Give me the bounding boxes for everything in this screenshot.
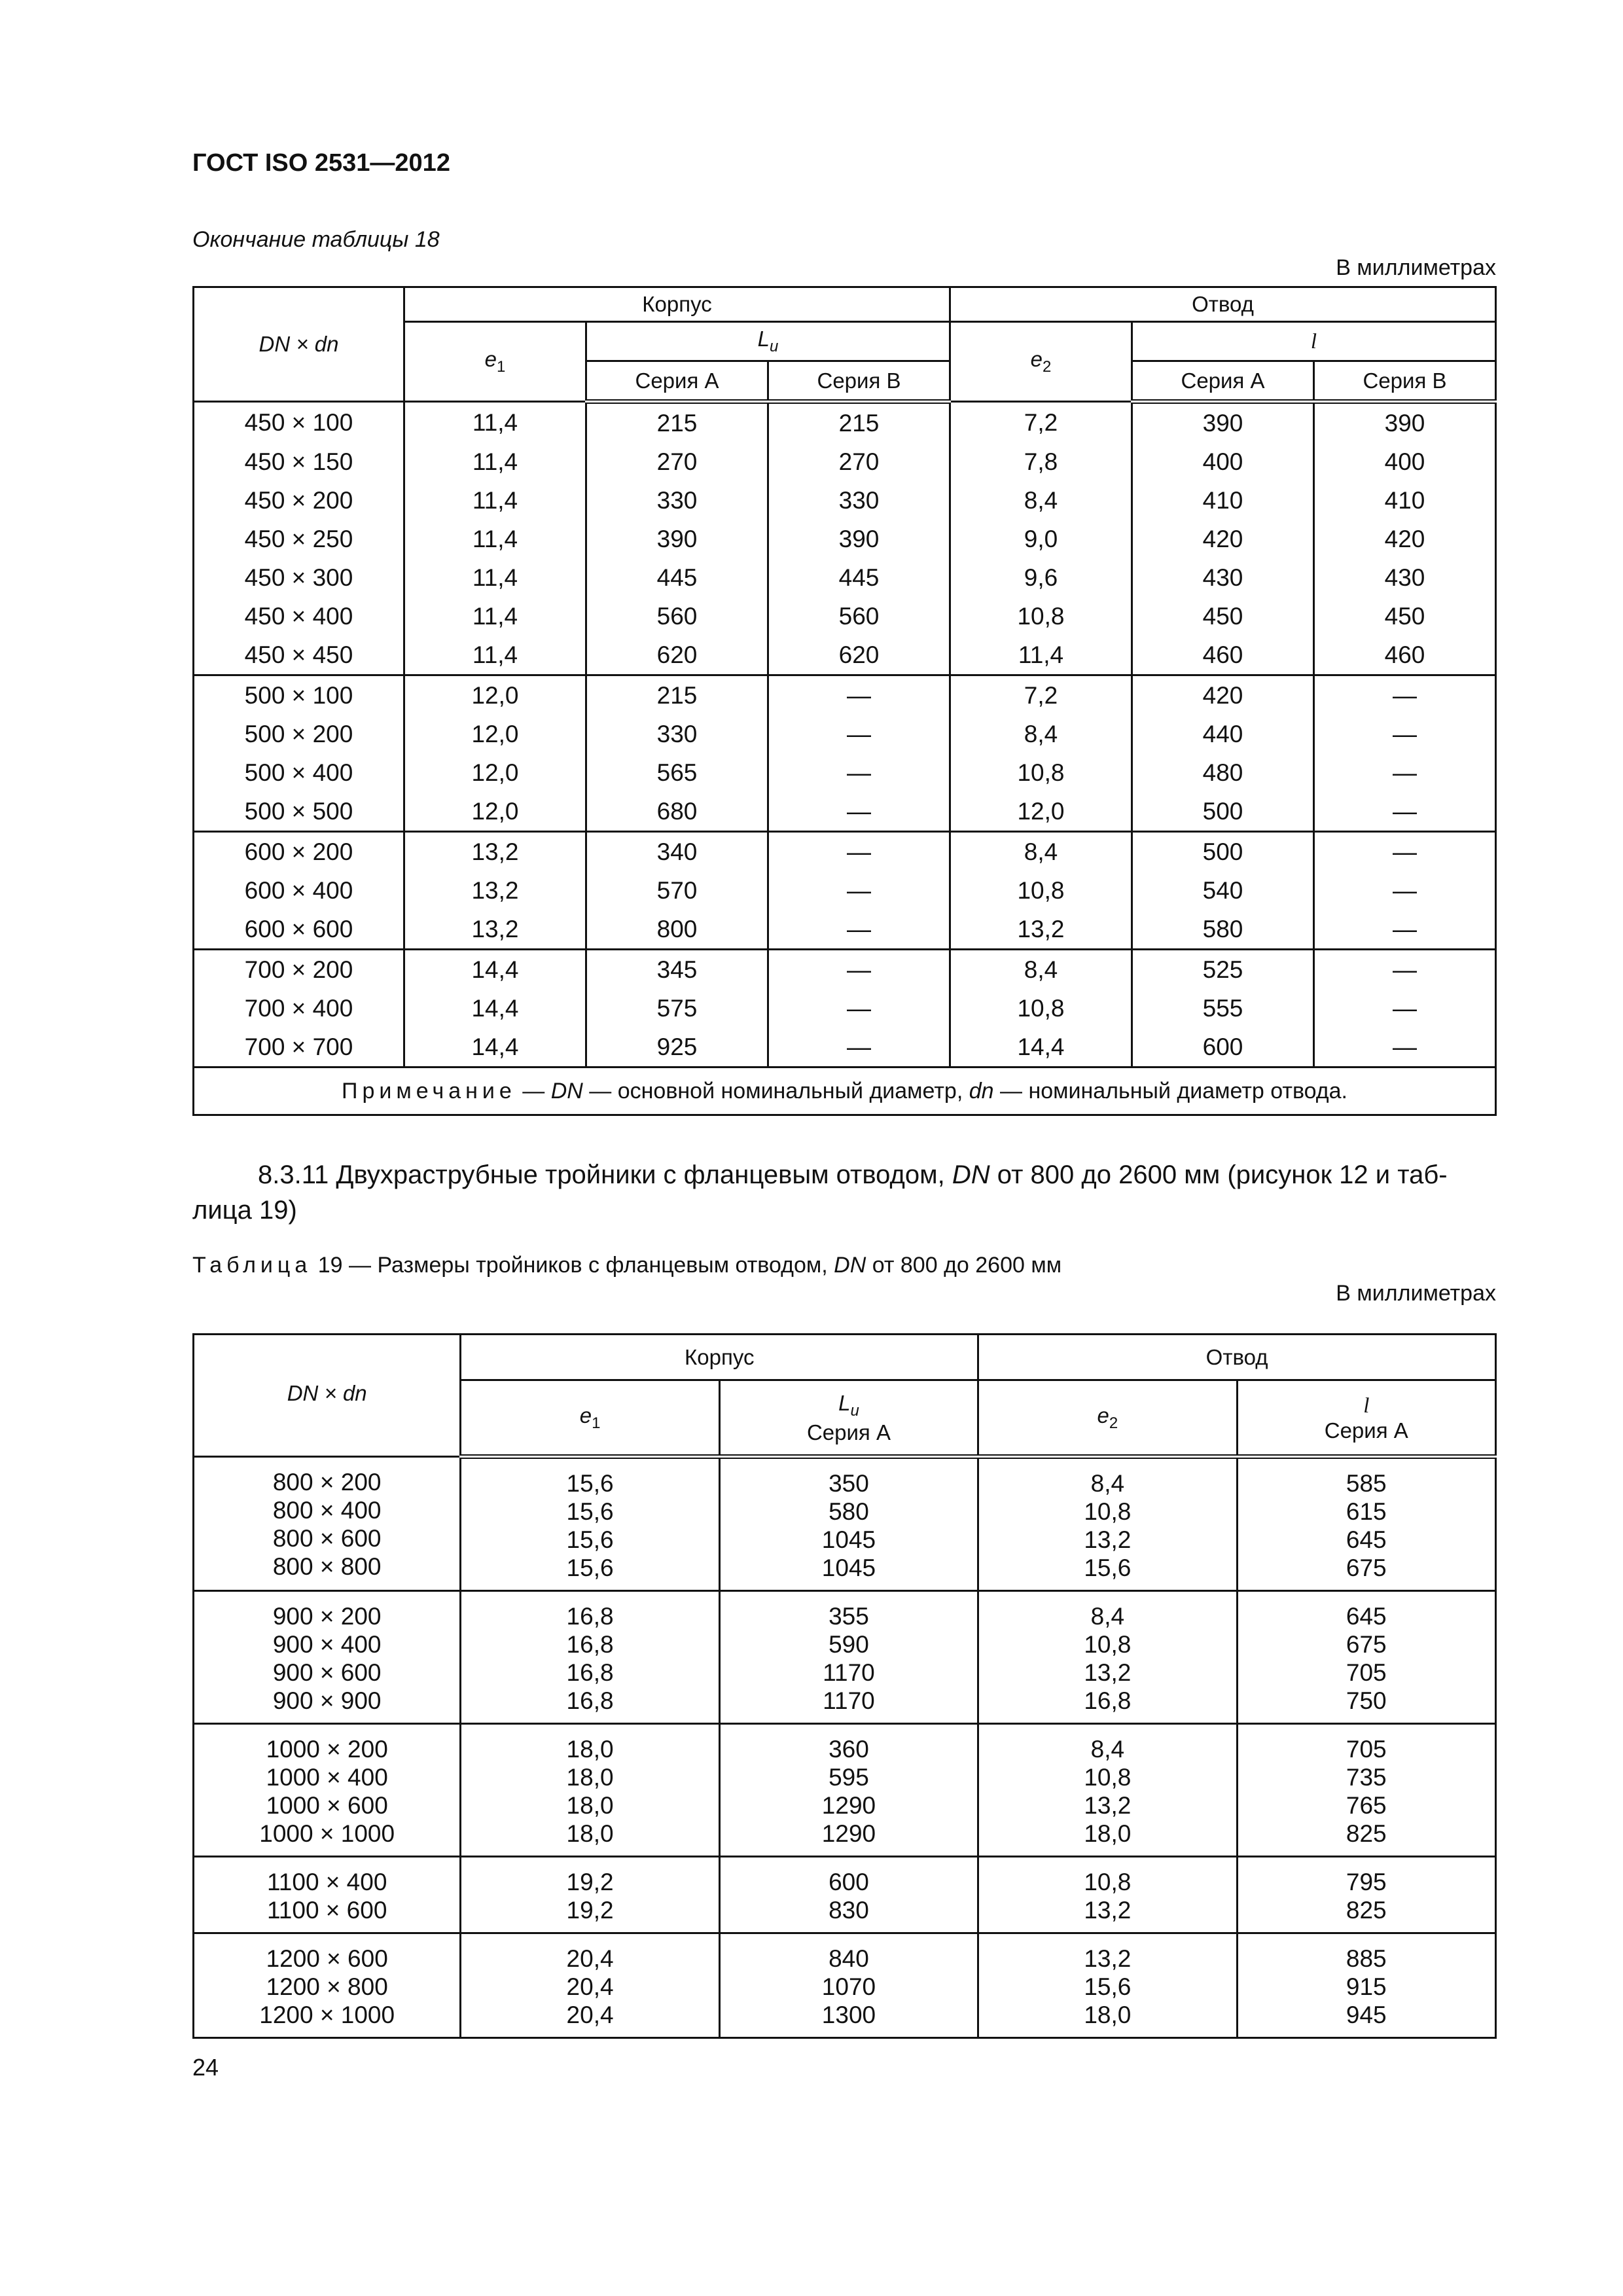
table-cell: 7,2 — [950, 402, 1132, 443]
table-cell: 10,8 — [950, 597, 1132, 636]
table-cell: 450 × 450 — [194, 636, 404, 675]
table-cell: 13,2 — [404, 871, 586, 910]
table-cell: 11,4 — [404, 597, 586, 636]
table-cell: 14,4 — [404, 950, 586, 990]
table-cell: 700 × 200 — [194, 950, 404, 990]
cell-line: 10,8 — [1084, 1631, 1132, 1658]
table-cell: 570 — [586, 871, 768, 910]
table-cell — [461, 1857, 719, 1933]
table-cell — [1237, 1857, 1495, 1933]
table-cell: 400 — [1132, 442, 1314, 481]
cell-line: 18,0 — [566, 1764, 614, 1791]
cell-line: 18,0 — [566, 1736, 614, 1763]
table-cell: 12,0 — [404, 792, 586, 832]
table-cell: — — [1314, 1028, 1496, 1067]
table-row — [194, 871, 1496, 910]
table-cell: 450 × 100 — [194, 402, 404, 443]
table-cell: 270 — [586, 442, 768, 481]
table-cell — [978, 1457, 1237, 1591]
cell-line: 840 — [829, 1945, 869, 1972]
table-cell — [194, 1724, 461, 1857]
cell-line: 10,8 — [1084, 1764, 1132, 1791]
table-cell — [1237, 1724, 1495, 1857]
table-cell: 330 — [768, 481, 950, 520]
table-cell: 450 — [1132, 597, 1314, 636]
cell-line: 20,4 — [566, 1945, 614, 1972]
cell-line: 1170 — [823, 1687, 875, 1714]
cell-line: 355 — [829, 1603, 869, 1630]
table-cell — [461, 1933, 719, 2038]
table-cell: 420 — [1132, 520, 1314, 558]
table-row — [194, 597, 1496, 636]
table-cell — [719, 1857, 978, 1933]
table-cell: 12,0 — [404, 675, 586, 715]
table-cell: 7,8 — [950, 442, 1132, 481]
table-cell: 11,4 — [404, 402, 586, 443]
cell-line: 8,4 — [1090, 1736, 1125, 1763]
table-cell: 560 — [586, 597, 768, 636]
table-cell: 215 — [586, 402, 768, 443]
cell-line: 8,4 — [1090, 1603, 1125, 1630]
table-cell: 400 — [1314, 442, 1496, 481]
cell-line: 830 — [829, 1897, 869, 1924]
cell-line: 1300 — [821, 2001, 876, 2028]
table-cell: — — [768, 871, 950, 910]
cell-line: 13,2 — [1084, 1792, 1132, 1819]
table-cell — [978, 1857, 1237, 1933]
table-cell: — — [1314, 675, 1496, 715]
table-cell: 600 — [1132, 1028, 1314, 1067]
table-cell: 11,4 — [404, 442, 586, 481]
cell-line: 15,6 — [566, 1526, 614, 1553]
cell-line: 900 × 400 — [272, 1631, 382, 1658]
col-l-series-b: Серия B — [1314, 361, 1496, 402]
cell-line: 15,6 — [1084, 1973, 1132, 2000]
table-cell: 11,4 — [404, 481, 586, 520]
table-cell: 525 — [1132, 950, 1314, 990]
table-cell: 14,4 — [950, 1028, 1132, 1067]
table-cell: 390 — [1132, 402, 1314, 443]
cell-line: 1290 — [821, 1820, 876, 1847]
table-cell: 450 × 250 — [194, 520, 404, 558]
cell-line: 13,2 — [1084, 1659, 1132, 1686]
table-cell: 11,4 — [404, 520, 586, 558]
table-row-group — [194, 1857, 1496, 1933]
cell-line: 16,8 — [566, 1659, 614, 1686]
cell-line: 1045 — [821, 1526, 876, 1553]
table-cell: 345 — [586, 950, 768, 990]
table-row — [194, 442, 1496, 481]
table-cell — [1237, 1933, 1495, 2038]
table-row-group — [194, 1591, 1496, 1724]
t19-col-lu-header: $L_u$ Серия A — [719, 1380, 978, 1457]
table-cell: 13,2 — [404, 832, 586, 872]
table-cell: 12,0 — [950, 792, 1132, 832]
table-cell: — — [768, 832, 950, 872]
cell-line: 800 × 200 — [272, 1469, 382, 1496]
cell-line: 13,2 — [1084, 1897, 1132, 1924]
cell-line: 1200 × 1000 — [259, 2001, 395, 2028]
cell-line: 1290 — [821, 1792, 876, 1819]
table-cell: 500 × 200 — [194, 715, 404, 753]
table-cell: 575 — [586, 989, 768, 1028]
cell-line: 1070 — [821, 1973, 876, 2000]
table-cell: 500 — [1132, 792, 1314, 832]
cell-line: 360 — [829, 1736, 869, 1763]
table-cell: 445 — [586, 558, 768, 597]
table-row — [194, 481, 1496, 520]
cell-line: 580 — [829, 1498, 869, 1525]
table-cell: 330 — [586, 481, 768, 520]
table-cell: 215 — [586, 675, 768, 715]
table-cell: 800 — [586, 910, 768, 950]
table-cell — [719, 1457, 978, 1591]
cell-line: 18,0 — [1084, 2001, 1132, 2028]
table-cell: — — [768, 792, 950, 832]
cell-line: 1000 × 600 — [266, 1792, 388, 1819]
cell-line: 645 — [1346, 1603, 1387, 1630]
table-cell: 480 — [1132, 753, 1314, 792]
table-cell: 8,4 — [950, 832, 1132, 872]
cell-line: 18,0 — [566, 1820, 614, 1847]
cell-line: 900 × 600 — [272, 1659, 382, 1686]
table-cell: — — [1314, 910, 1496, 950]
table-cell: 9,0 — [950, 520, 1132, 558]
table-cell: 565 — [586, 753, 768, 792]
cell-line: 15,6 — [566, 1554, 614, 1581]
table-row — [194, 910, 1496, 950]
table-cell — [978, 1724, 1237, 1857]
table-19 — [192, 1333, 1497, 2039]
table-cell: 560 — [768, 597, 950, 636]
table-cell: 460 — [1314, 636, 1496, 675]
cell-line: 825 — [1346, 1897, 1387, 1924]
cell-line: 705 — [1346, 1659, 1387, 1686]
table-cell: 700 × 700 — [194, 1028, 404, 1067]
cell-line: 1100 × 600 — [266, 1897, 387, 1924]
table-cell: 13,2 — [950, 910, 1132, 950]
cell-line: 16,8 — [566, 1603, 614, 1630]
col-lu-header: $L_u$ — [586, 322, 950, 361]
table19-units: В миллиметрах — [1336, 1281, 1496, 1306]
group-body-header: Корпус — [404, 287, 950, 322]
table-cell: 7,2 — [950, 675, 1132, 715]
col-lu-series-a: Серия A — [586, 361, 768, 402]
table-cell: 500 — [1132, 832, 1314, 872]
table-cell: 600 × 600 — [194, 910, 404, 950]
table-cell: 410 — [1314, 481, 1496, 520]
table-cell: 450 × 400 — [194, 597, 404, 636]
table-cell: 600 × 400 — [194, 871, 404, 910]
table-cell: 445 — [768, 558, 950, 597]
table-cell: — — [1314, 950, 1496, 990]
table-cell: 460 — [1132, 636, 1314, 675]
cell-line: 800 × 400 — [272, 1497, 382, 1524]
table-cell: — — [768, 989, 950, 1028]
table-cell: 440 — [1132, 715, 1314, 753]
table-cell — [719, 1724, 978, 1857]
table-cell — [194, 1457, 461, 1591]
table-cell: — — [768, 1028, 950, 1067]
table-cell — [978, 1933, 1237, 2038]
table-row-group — [194, 1724, 1496, 1857]
t19-group-body-header: Корпус — [461, 1335, 978, 1380]
page-number: 24 — [192, 2054, 219, 2081]
cell-line: 13,2 — [1084, 1945, 1132, 1972]
cell-line: 1045 — [821, 1554, 876, 1581]
table18-caption: Окончание таблицы 18 — [192, 227, 440, 252]
table19-caption: Таблица 19 — Размеры тройников с фланцевым отводом, DN от 800 до 2600 мм — [192, 1253, 1062, 1278]
col-l-header: l — [1132, 322, 1496, 361]
table-cell: 580 — [1132, 910, 1314, 950]
cell-line: 735 — [1346, 1764, 1387, 1791]
t19-col-e2-header: $e_2$ — [978, 1380, 1237, 1457]
cell-line: 825 — [1346, 1820, 1387, 1847]
cell-line: 615 — [1346, 1498, 1387, 1525]
table-cell: 700 × 400 — [194, 989, 404, 1028]
table-cell: 430 — [1132, 558, 1314, 597]
cell-line: 675 — [1346, 1554, 1387, 1581]
col-dn-header: DN × dn — [194, 287, 404, 402]
cell-line: 595 — [829, 1764, 869, 1791]
table-cell: 450 × 300 — [194, 558, 404, 597]
cell-line: 1200 × 600 — [266, 1945, 388, 1972]
table-row-group — [194, 1457, 1496, 1591]
t19-col-dn-header: DN × dn — [194, 1335, 461, 1457]
table-cell: 390 — [768, 520, 950, 558]
cell-line: 800 × 600 — [272, 1525, 382, 1552]
col-e2-header: $e_2$ — [950, 322, 1132, 402]
col-l-series-a: Серия A — [1132, 361, 1314, 402]
cell-line: 20,4 — [566, 1973, 614, 2000]
table-cell: 8,4 — [950, 950, 1132, 990]
table-cell: 8,4 — [950, 481, 1132, 520]
table-row — [194, 1028, 1496, 1067]
table-cell: 11,4 — [404, 636, 586, 675]
table-cell: 270 — [768, 442, 950, 481]
table-cell: — — [1314, 715, 1496, 753]
cell-line: 705 — [1346, 1736, 1387, 1763]
table-cell — [461, 1724, 719, 1857]
table-cell: 500 × 100 — [194, 675, 404, 715]
cell-line: 645 — [1346, 1526, 1387, 1553]
table-cell: 925 — [586, 1028, 768, 1067]
table-cell — [719, 1933, 978, 2038]
cell-line: 675 — [1346, 1631, 1387, 1658]
table-cell: 390 — [586, 520, 768, 558]
table-row — [194, 989, 1496, 1028]
cell-line: 1100 × 400 — [266, 1869, 387, 1895]
table-row — [194, 832, 1496, 872]
table-cell: 11,4 — [404, 558, 586, 597]
table-cell: 420 — [1314, 520, 1496, 558]
cell-line: 915 — [1346, 1973, 1387, 2000]
table-cell: — — [1314, 753, 1496, 792]
table-cell: — — [1314, 832, 1496, 872]
table-cell: 410 — [1132, 481, 1314, 520]
table-cell: 390 — [1314, 402, 1496, 443]
table-cell: 215 — [768, 402, 950, 443]
table-cell: — — [768, 753, 950, 792]
table-cell: 430 — [1314, 558, 1496, 597]
cell-line: 1000 × 1000 — [259, 1820, 395, 1847]
table-18 — [192, 286, 1497, 1116]
table-cell: 10,8 — [950, 989, 1132, 1028]
table-cell — [461, 1591, 719, 1724]
table-cell: 12,0 — [404, 715, 586, 753]
cell-line: 15,6 — [566, 1498, 614, 1525]
table-cell: 450 × 200 — [194, 481, 404, 520]
cell-line: 590 — [829, 1631, 869, 1658]
table18-note: Примечание — DN — основной номинальный диаметр, dn — номинальный диаметр отвода. — [194, 1067, 1496, 1115]
table-row — [194, 675, 1496, 715]
table-cell: 8,4 — [950, 715, 1132, 753]
table-cell: 10,8 — [950, 871, 1132, 910]
cell-line: 900 × 900 — [272, 1687, 382, 1714]
cell-line: 765 — [1346, 1792, 1387, 1819]
cell-line: 750 — [1346, 1687, 1387, 1714]
cell-line: 10,8 — [1084, 1869, 1132, 1895]
t19-col-e1-header: $e_1$ — [461, 1380, 719, 1457]
table18-units: В миллиметрах — [1336, 255, 1496, 280]
col-lu-series-b: Серия B — [768, 361, 950, 402]
table-cell: 13,2 — [404, 910, 586, 950]
cell-line: 350 — [829, 1470, 869, 1497]
table-cell: 450 × 150 — [194, 442, 404, 481]
cell-line: 15,6 — [566, 1470, 614, 1497]
table-row — [194, 520, 1496, 558]
cell-line: 16,8 — [566, 1631, 614, 1658]
table-cell: — — [1314, 989, 1496, 1028]
cell-line: 945 — [1346, 2001, 1387, 2028]
table-cell: 11,4 — [950, 636, 1132, 675]
t19-group-branch-header: Отвод — [978, 1335, 1496, 1380]
table-cell: — — [768, 715, 950, 753]
cell-line: 19,2 — [566, 1869, 614, 1895]
cell-line: 795 — [1346, 1869, 1387, 1895]
table-cell: 500 × 400 — [194, 753, 404, 792]
table-row — [194, 558, 1496, 597]
table-cell — [978, 1591, 1237, 1724]
section-8-3-11: 8.3.11 Двухраструбные тройники с фланцевым отводом, DN от 800 до 2600 мм (рисунок 12 и таб- лица 19) — [192, 1160, 1448, 1225]
cell-line: 1000 × 200 — [266, 1736, 388, 1763]
table-cell: 680 — [586, 792, 768, 832]
cell-line: 8,4 — [1090, 1470, 1125, 1497]
cell-line: 800 × 800 — [272, 1553, 382, 1580]
table-cell — [194, 1933, 461, 2038]
table-row-group — [194, 1933, 1496, 2038]
table-row — [194, 402, 1496, 443]
cell-line: 585 — [1346, 1470, 1387, 1497]
table-cell: — — [768, 675, 950, 715]
table-cell: 620 — [768, 636, 950, 675]
cell-line: 13,2 — [1084, 1526, 1132, 1553]
table-cell: 340 — [586, 832, 768, 872]
table-cell: 330 — [586, 715, 768, 753]
cell-line: 1170 — [823, 1659, 875, 1686]
table-cell: 420 — [1132, 675, 1314, 715]
table-cell: — — [1314, 871, 1496, 910]
t19-col-l-header: l Серия A — [1237, 1380, 1495, 1457]
table-cell: 9,6 — [950, 558, 1132, 597]
table-cell — [719, 1591, 978, 1724]
table-row — [194, 950, 1496, 990]
cell-line: 18,0 — [1084, 1820, 1132, 1847]
group-branch-header: Отвод — [950, 287, 1496, 322]
cell-line: 19,2 — [566, 1897, 614, 1924]
table-cell: 500 × 500 — [194, 792, 404, 832]
cell-line: 1200 × 800 — [266, 1973, 388, 2000]
table-cell — [461, 1457, 719, 1591]
cell-line: 10,8 — [1084, 1498, 1132, 1525]
document-header: ГОСТ ISO 2531—2012 — [192, 149, 450, 177]
cell-line: 16,8 — [1084, 1687, 1132, 1714]
table-cell — [1237, 1591, 1495, 1724]
table-row — [194, 792, 1496, 832]
table-row — [194, 715, 1496, 753]
table-cell: — — [768, 910, 950, 950]
cell-line: 15,6 — [1084, 1554, 1132, 1581]
cell-line: 885 — [1346, 1945, 1387, 1972]
cell-line: 20,4 — [566, 2001, 614, 2028]
table-row — [194, 753, 1496, 792]
table-cell: — — [1314, 792, 1496, 832]
table-cell: 14,4 — [404, 1028, 586, 1067]
table-cell: 12,0 — [404, 753, 586, 792]
table-cell — [194, 1857, 461, 1933]
table-cell: 540 — [1132, 871, 1314, 910]
table-cell: 10,8 — [950, 753, 1132, 792]
table-cell: 14,4 — [404, 989, 586, 1028]
table-row — [194, 636, 1496, 675]
cell-line: 600 — [829, 1869, 869, 1895]
table-cell: — — [768, 950, 950, 990]
col-e1-header: $e_1$ — [404, 322, 586, 402]
table-cell: 620 — [586, 636, 768, 675]
table-cell — [194, 1591, 461, 1724]
table-cell: 600 × 200 — [194, 832, 404, 872]
cell-line: 900 × 200 — [272, 1603, 382, 1630]
cell-line: 1000 × 400 — [266, 1764, 388, 1791]
table-cell: 450 — [1314, 597, 1496, 636]
cell-line: 16,8 — [566, 1687, 614, 1714]
cell-line: 18,0 — [566, 1792, 614, 1819]
table-cell: 555 — [1132, 989, 1314, 1028]
table-cell — [1237, 1457, 1495, 1591]
